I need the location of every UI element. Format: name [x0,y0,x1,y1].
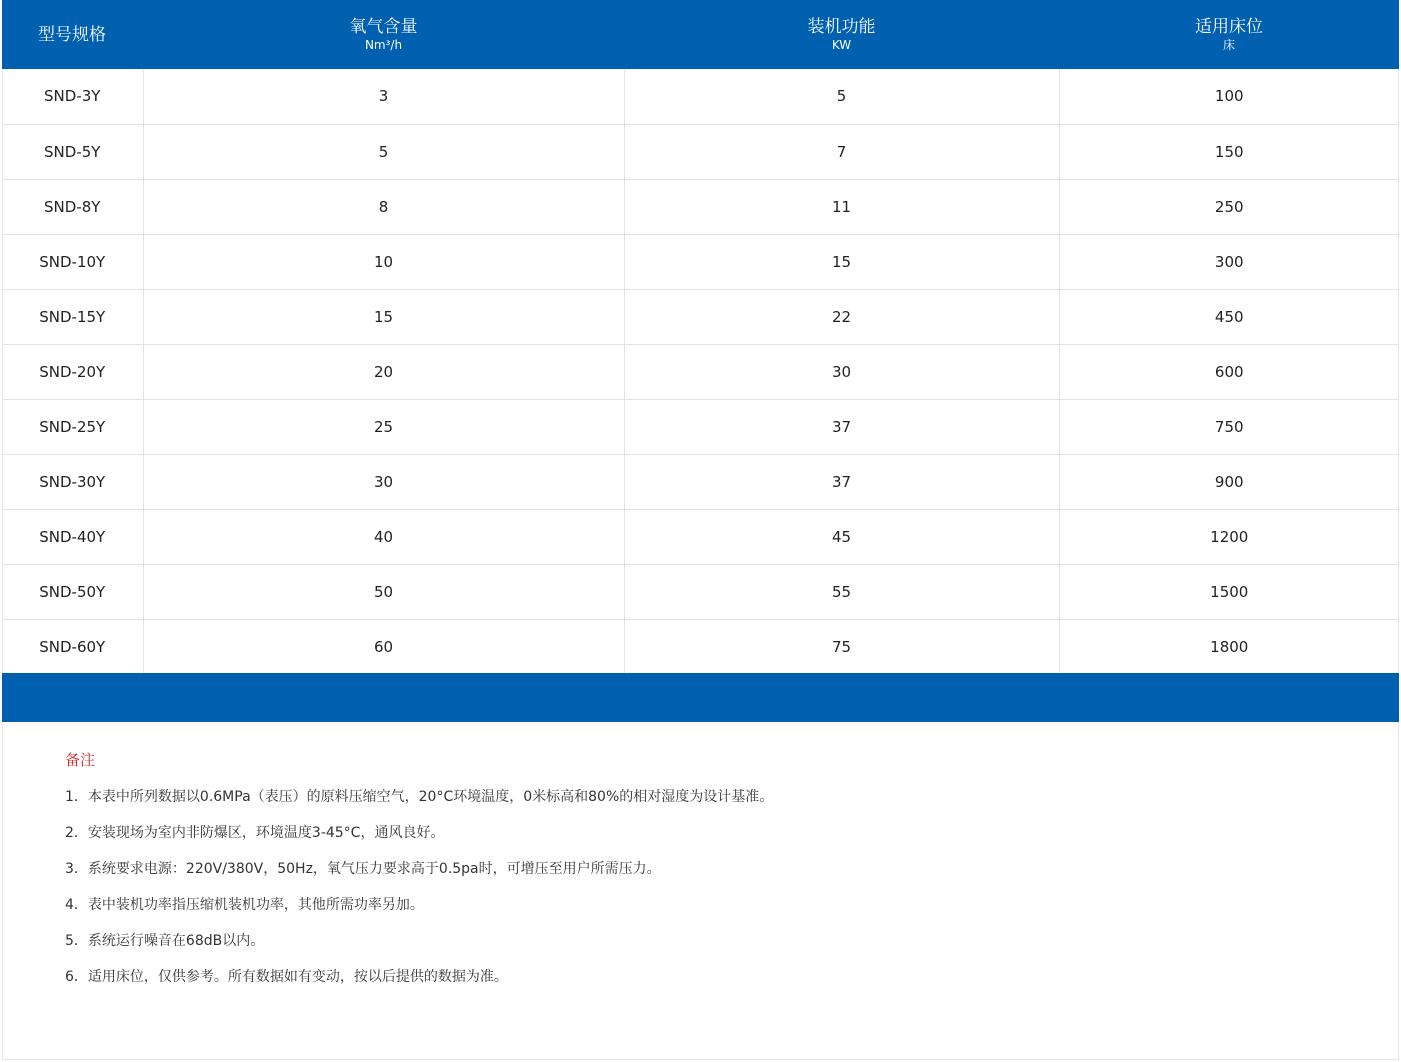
table-row [2,69,1399,124]
cell-model: SND-60Y [2,619,143,674]
notes-title: 备注 [65,751,96,769]
cell-model: SND-50Y [2,564,143,619]
cell-beds: 600 [1059,344,1399,399]
cell-beds: 900 [1059,454,1399,509]
cell-beds: 150 [1059,124,1399,179]
table-row [2,289,1399,344]
cell-power: 75 [624,619,1059,674]
cell-power: 22 [624,289,1059,344]
header-oxygen-label: 氧气含量 [349,17,418,37]
header-beds [1059,0,1399,69]
cell-oxygen: 30 [143,454,624,509]
cell-beds: 1800 [1210,637,1249,656]
cell-power: 5 [624,69,1059,124]
header-oxygen-unit: Nm³/h [364,38,403,52]
cell-power: 37 [624,454,1059,509]
cell-model: SND-20Y [2,344,143,399]
header-model-label: 型号规格 [38,24,106,45]
cell-power: 45 [624,509,1059,564]
table-header [2,0,1399,69]
cell-power: 15 [624,234,1059,289]
cell-oxygen: 5 [143,124,624,179]
table-row [2,619,1399,674]
note-item: 4．表中装机功率指压缩机装机功率，其他所需功率另加。 [65,897,424,913]
cell-model: SND-15Y [2,289,143,344]
header-power [624,0,1059,69]
cell-power: 7 [624,124,1059,179]
header-oxygen [143,0,624,69]
table-row [2,564,1399,619]
cell-model: SND-30Y [2,454,143,509]
cell-model: SND-5Y [2,124,143,179]
table-row [2,234,1399,289]
cell-beds: 1500 [1059,564,1399,619]
cell-oxygen: 25 [143,399,624,454]
cell-beds: 750 [1059,399,1399,454]
table-row [2,179,1399,234]
cell-oxygen: 15 [143,289,624,344]
header-beds-label: 适用床位 [1195,17,1263,37]
table-row [2,344,1399,399]
note-item: 3．系统要求电源：220V/380V，50Hz，氧气压力要求高于0.5pa时，可增压至用户所需压力。 [65,861,661,877]
note-item: 6．适用床位，仅供参考。所有数据如有变动，按以后提供的数据为准。 [65,969,508,985]
cell-power: 30 [624,344,1059,399]
cell-power: 37 [624,399,1059,454]
cell-model: SND-40Y [2,509,143,564]
table-row [2,454,1399,509]
cell-model: SND-25Y [2,399,143,454]
spec-table [2,0,1399,674]
cell-oxygen: 10 [143,234,624,289]
notes-list [65,788,1365,986]
cell-oxygen: 20 [143,344,624,399]
cell-beds: 450 [1059,289,1399,344]
cell-oxygen: 50 [143,564,624,619]
cell-oxygen: 8 [143,179,624,234]
table-row [2,124,1399,179]
header-power-label: 装机功能 [807,17,876,37]
cell-model: SND-10Y [2,234,143,289]
cell-oxygen: 60 [143,619,624,674]
cell-beds: 300 [1059,234,1399,289]
table-row [2,509,1399,564]
table-row [2,399,1399,454]
cell-power: 11 [624,179,1059,234]
cell-oxygen: 3 [143,69,624,124]
cell-oxygen: 40 [143,509,624,564]
note-item: 1．本表中所列数据以0.6MPa（表压）的原料压缩空气，20°C环境温度，0米标高和80%的相对湿度为设计基准。 [65,789,774,805]
cell-beds: 250 [1059,179,1399,234]
table-footer-band [2,673,1399,722]
header-beds-unit: 床 [1222,38,1235,52]
header-row [2,0,1399,69]
note-item: 5．系统运行噪音在68dB以内。 [65,933,265,949]
notes-section [65,750,1365,1004]
header-model [2,0,143,69]
table-body [2,69,1399,674]
cell-beds: 100 [1059,69,1399,124]
cell-power: 55 [624,564,1059,619]
cell-model: SND-8Y [2,179,143,234]
cell-model: SND-3Y [2,69,143,124]
note-item: 2．安装现场为室内非防爆区，环境温度3-45°C，通风良好。 [65,825,445,841]
cell-beds: 1200 [1059,509,1399,564]
header-power-unit: KW [831,38,852,52]
